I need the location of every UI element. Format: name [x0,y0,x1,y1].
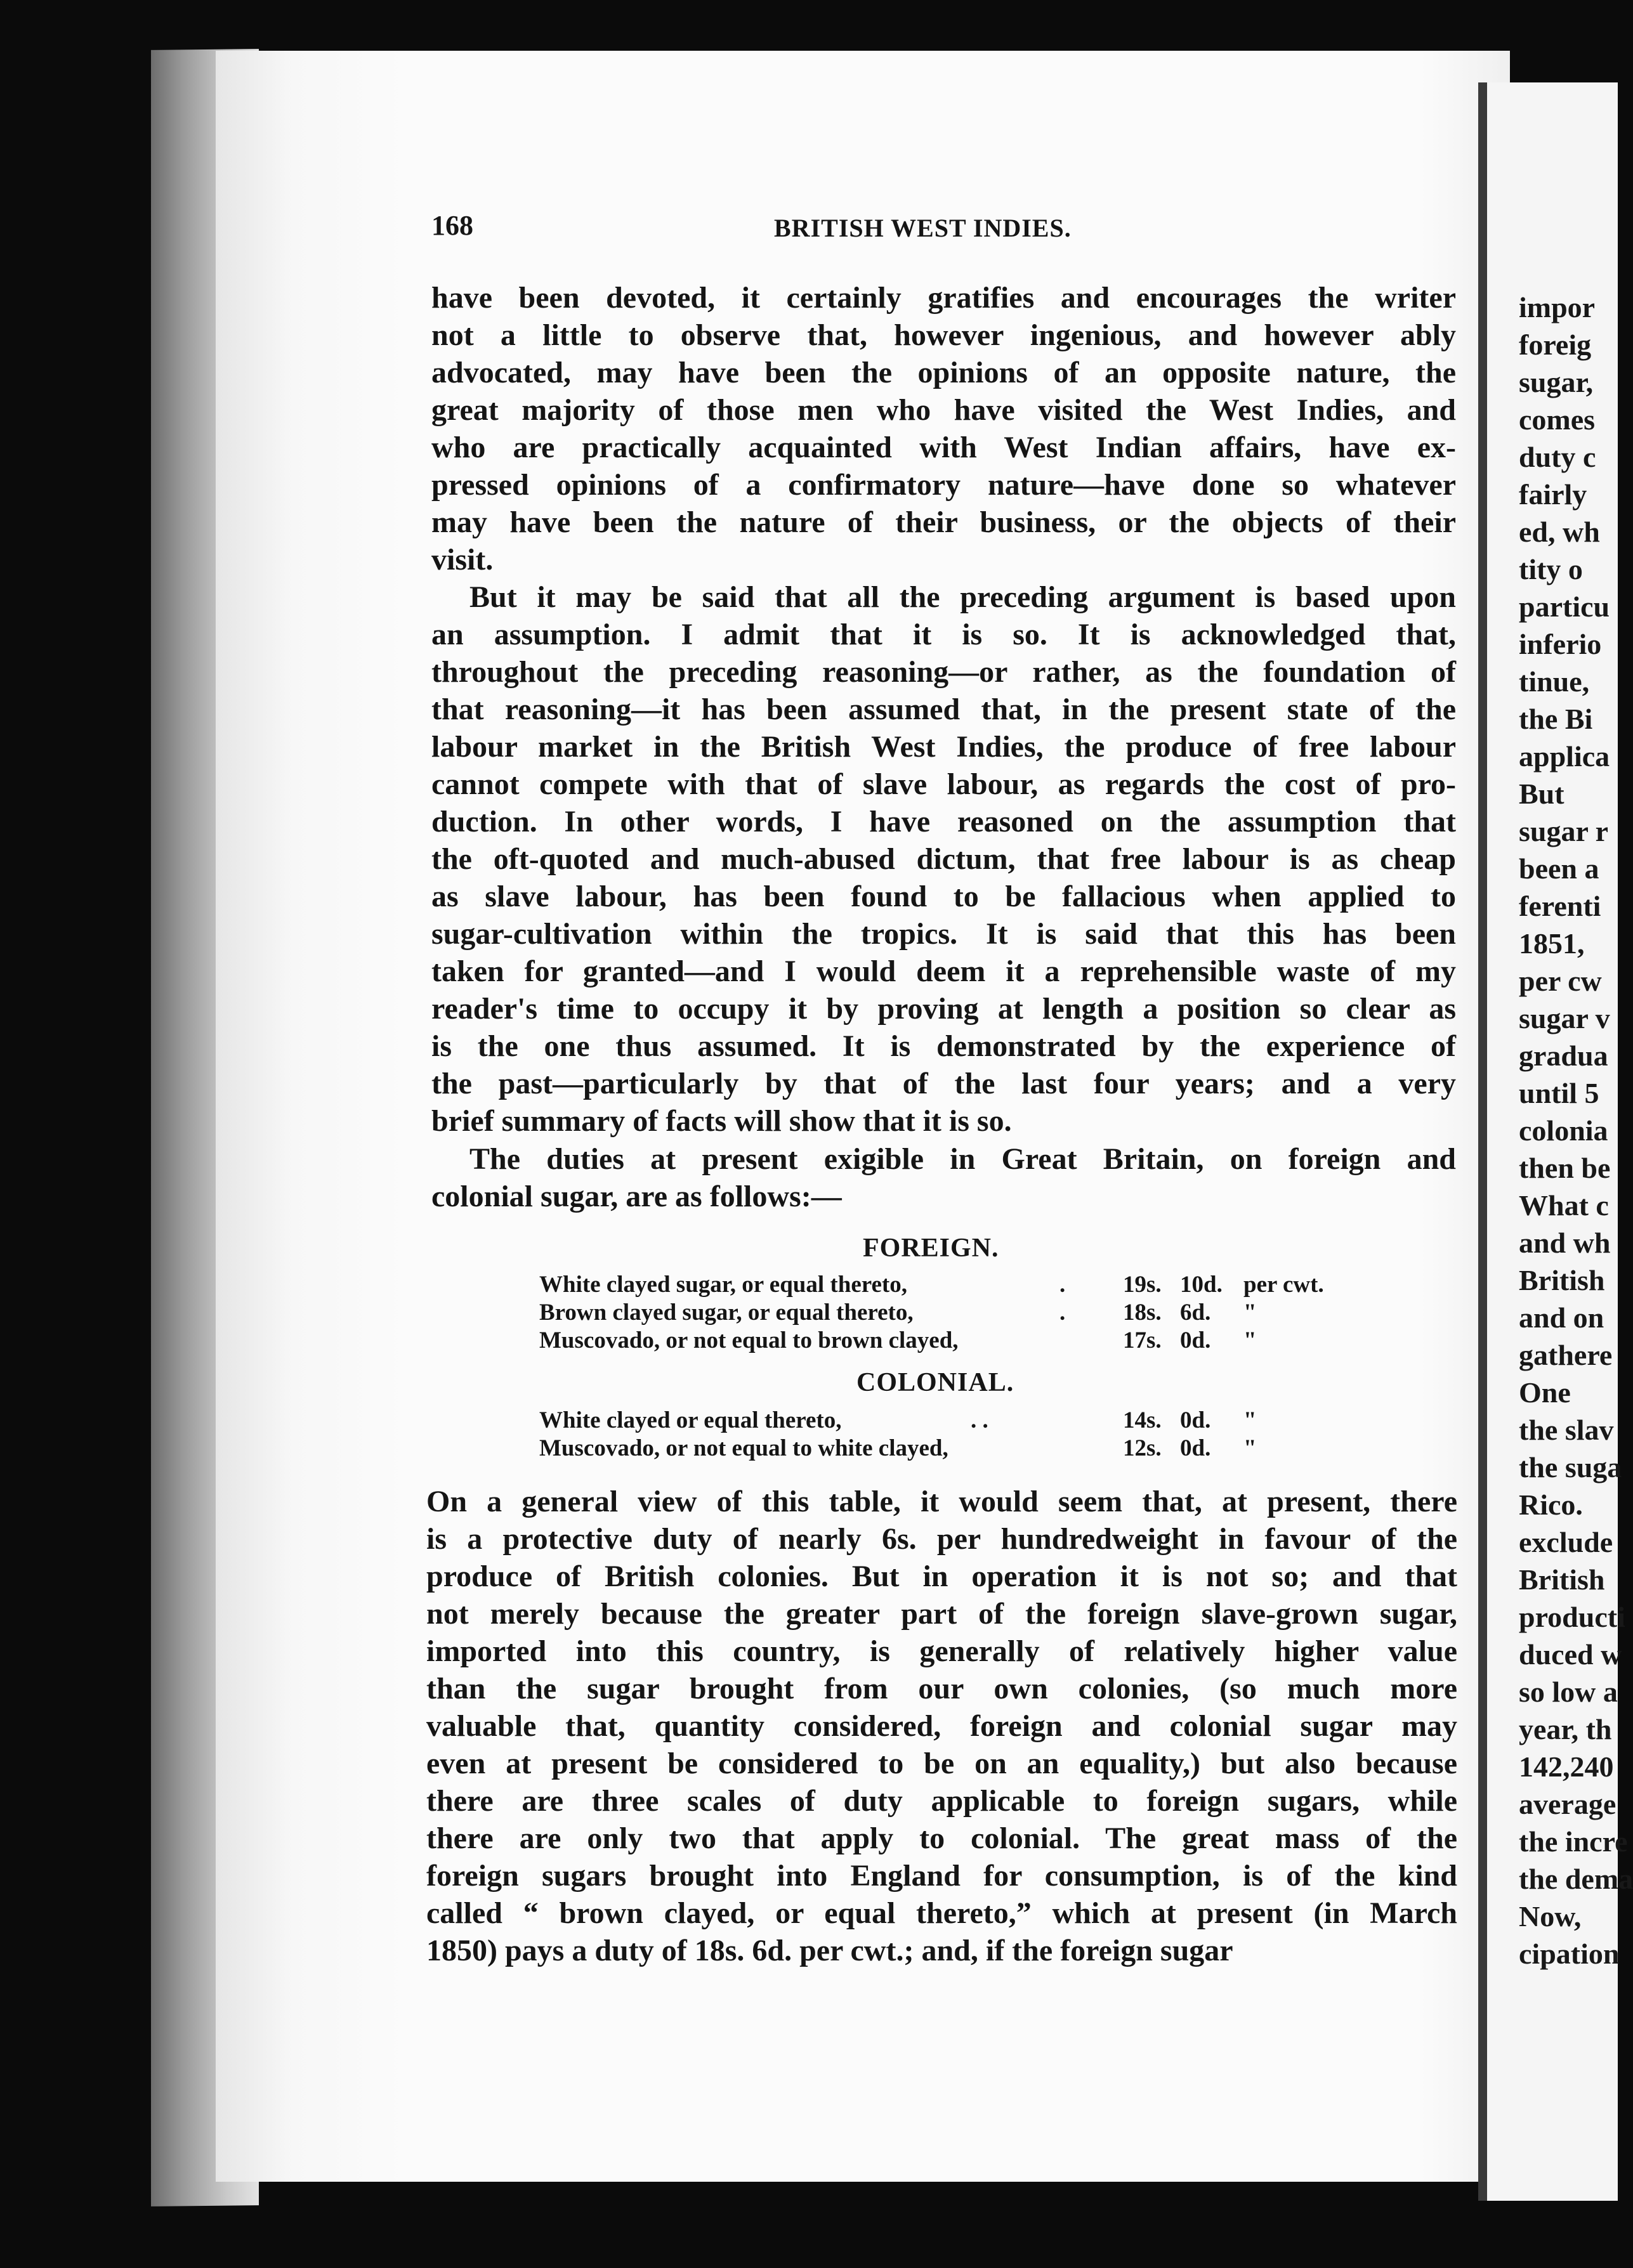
facing-page-line: foreig [1519,329,1592,361]
duty-pence: 10d. [1180,1272,1223,1298]
facing-page-line: been a [1519,852,1599,885]
facing-page-line: the dema [1519,1863,1633,1895]
duty-unit: " [1243,1327,1257,1353]
facing-page-line: gradua [1519,1040,1608,1072]
text-line: The duties at present exigible in Great Britain, on foreign and [469,1142,1456,1176]
facing-page-line: inferio [1519,628,1602,660]
text-line: throughout the preceding reasoning—or rather, as the foundation of [431,655,1456,689]
text-line: there are three scales of duty applicable to foreign sugars, while [426,1784,1457,1818]
text-line: visit. [431,543,494,577]
text-line: may have been the nature of their business, or the objects of their [431,505,1456,539]
facing-page-line: tinue, [1519,665,1590,698]
facing-page-line: the incre [1519,1825,1628,1858]
paragraph-1 [431,279,1456,578]
text-line: is the one thus assumed. It is demonstrated by the experience of [431,1029,1456,1063]
facing-page-line: British [1519,1563,1605,1596]
duty-description: Muscovado, or not equal to white clayed, [539,1435,948,1461]
text-line: sugar-cultivation within the tropics. It is said that this has been [431,917,1456,951]
duty-unit: " [1243,1435,1257,1461]
text-line: an assumption. I admit that it is so. It is acknowledged that, [431,618,1456,651]
text-line: who are practically acquainted with West Indian affairs, have ex- [431,431,1456,464]
duty-unit: " [1243,1300,1257,1326]
duty-dots: . . [971,1407,988,1433]
duty-unit: " [1243,1407,1257,1433]
text-line: great majority of those men who have visited the West Indies, and [431,393,1456,427]
text-line: cannot compete with that of slave labour, as regards the cost of pro- [431,767,1456,801]
text-line: 1850) pays a duty of 18s. 6d. per cwt.; and, if the foreign sugar [426,1934,1233,1967]
text-line: is a protective duty of nearly 6s. per hundredweight in favour of the [426,1522,1457,1556]
text-line: But it may be said that all the preceding argument is based upon [469,580,1456,614]
duty-shillings: 17s. [1123,1327,1162,1353]
facing-page-line: producti [1519,1601,1625,1633]
text-line: valuable that, quantity considered, foreign and colonial sugar may [426,1709,1457,1743]
duty-row [539,1299,1364,1327]
facing-page-lines [1519,289,1633,1972]
facing-page-line: per cw [1519,965,1602,997]
facing-page-line: the Bi [1519,703,1593,735]
facing-page-fragment [1478,82,1633,2201]
duty-pence: 0d. [1180,1327,1211,1353]
duty-dots: . [1059,1300,1066,1326]
text-line: advocated, may have been the opinions of an opposite nature, the [431,356,1456,389]
facing-page-line: sugar r [1519,815,1608,847]
duty-shillings: 14s. [1123,1407,1162,1433]
text-line: called “ brown clayed, or equal thereto,” which at present (in March [426,1896,1457,1930]
facing-page-line: Now, [1519,1900,1582,1932]
facing-page-line: sugar, [1519,366,1594,398]
facing-page-line: tity o [1519,553,1583,585]
paragraph-3 [431,1140,1456,1215]
text-line: that reasoning—it has been assumed that, in the present state of the [431,693,1456,726]
duty-pence: 6d. [1180,1300,1211,1326]
duty-row [539,1435,1364,1463]
facing-page-line: applica [1519,740,1610,772]
paragraph-2 [431,578,1456,1140]
text-line: the oft-quoted and much-abused dictum, that free labour is as cheap [431,842,1456,876]
duty-shillings: 18s. [1123,1300,1162,1326]
facing-page-line: and on [1519,1301,1604,1334]
facing-page-line: gathere [1519,1339,1613,1371]
duty-dots: . [1059,1272,1066,1298]
text-line: foreign sugars brought into England for consumption, is of the kind [426,1859,1457,1893]
duty-row [539,1271,1364,1299]
text-line: as slave labour, has been found to be fallacious when applied to [431,880,1456,913]
facing-page-line: year, th [1519,1713,1612,1745]
facing-page-line: ferenti [1519,890,1601,922]
colonial-heading: COLONIAL. [856,1368,1014,1397]
facing-page-line: so low a [1519,1676,1618,1708]
facing-page-line: sugar v [1519,1002,1610,1034]
facing-page-line: fairly [1519,478,1587,511]
text-line: imported into this country, is generally of relatively higher value [426,1634,1457,1668]
facing-page-line: then be [1519,1152,1611,1184]
duty-description: Brown clayed sugar, or equal thereto, [539,1300,914,1326]
facing-page-line: until 5 [1519,1077,1599,1109]
text-line: not a little to observe that, however ingenious, and however ably [431,318,1456,352]
duty-shillings: 12s. [1123,1435,1162,1461]
page-number: 168 [431,210,473,241]
duty-description: White clayed or equal thereto, [539,1407,842,1433]
facing-page-line: duced w [1519,1638,1622,1671]
duty-unit: per cwt. [1243,1272,1324,1298]
duty-shillings: 19s. [1123,1272,1162,1298]
text-line: colonial sugar, are as follows:— [431,1180,842,1213]
duty-description: White clayed sugar, or equal thereto, [539,1272,907,1298]
text-line: not merely because the greater part of the foreign slave-grown sugar, [426,1597,1457,1631]
text-line: taken for granted—and I would deem it a reprehensible waste of my [431,955,1456,988]
facing-page-line: British [1519,1264,1605,1296]
text-line: produce of British colonies. But in operation it is not so; and that [426,1560,1457,1593]
facing-page-line: particu [1519,590,1610,623]
paragraph-4 [426,1483,1457,1969]
facing-page-line: One [1519,1376,1571,1409]
page-header [431,209,1459,254]
facing-page-line: ed, wh [1519,516,1600,548]
foreign-heading: FOREIGN. [863,1234,999,1263]
facing-page-line: But [1519,778,1564,810]
text-line: than the sugar brought from our own colonies, (so much more [426,1672,1457,1705]
facing-page-line: 142,240 [1519,1750,1614,1783]
facing-page-line: average [1519,1788,1617,1820]
facing-page-line: exclude [1519,1526,1613,1558]
text-line: even at present be considered to be on an equality,) but also because [426,1747,1457,1780]
text-line: there are only two that apply to colonial. The great mass of the [426,1822,1457,1855]
facing-page-line: Rico. [1519,1489,1583,1521]
duty-row [539,1327,1364,1355]
facing-page-line: 1851, [1519,927,1585,960]
facing-page-line: the suga [1519,1451,1622,1483]
facing-page-line: colonia [1519,1114,1608,1147]
duty-description: Muscovado, or not equal to brown clayed, [539,1327,959,1353]
running-title: BRITISH WEST INDIES. [774,214,1072,242]
facing-page-line: impor [1519,291,1596,323]
duty-pence: 0d. [1180,1407,1211,1433]
text-line: labour market in the British West Indies, the produce of free labour [431,730,1456,764]
text-line: reader's time to occupy it by proving at length a position so clear as [431,992,1456,1026]
text-line: brief summary of facts will show that it is so. [431,1104,1012,1138]
text-line: pressed opinions of a confirmatory nature—have done so whatever [431,468,1456,502]
facing-page-line: and wh [1519,1227,1611,1259]
text-line: On a general view of this table, it would seem that, at present, there [426,1485,1457,1518]
facing-page-line: the slav [1519,1414,1614,1446]
duty-row [539,1407,1364,1435]
text-line: duction. In other words, I have reasoned on the assumption that [431,805,1456,838]
facing-page-line: duty c [1519,441,1596,473]
text-line: the past—particularly by that of the last four years; and a very [431,1067,1456,1100]
duty-pence: 0d. [1180,1435,1211,1461]
facing-page-line: comes [1519,403,1596,436]
facing-page-line: What c [1519,1189,1609,1222]
text-line: have been devoted, it certainly gratifies and encourages the writer [431,281,1456,315]
facing-page-line: cipation [1519,1938,1620,1970]
